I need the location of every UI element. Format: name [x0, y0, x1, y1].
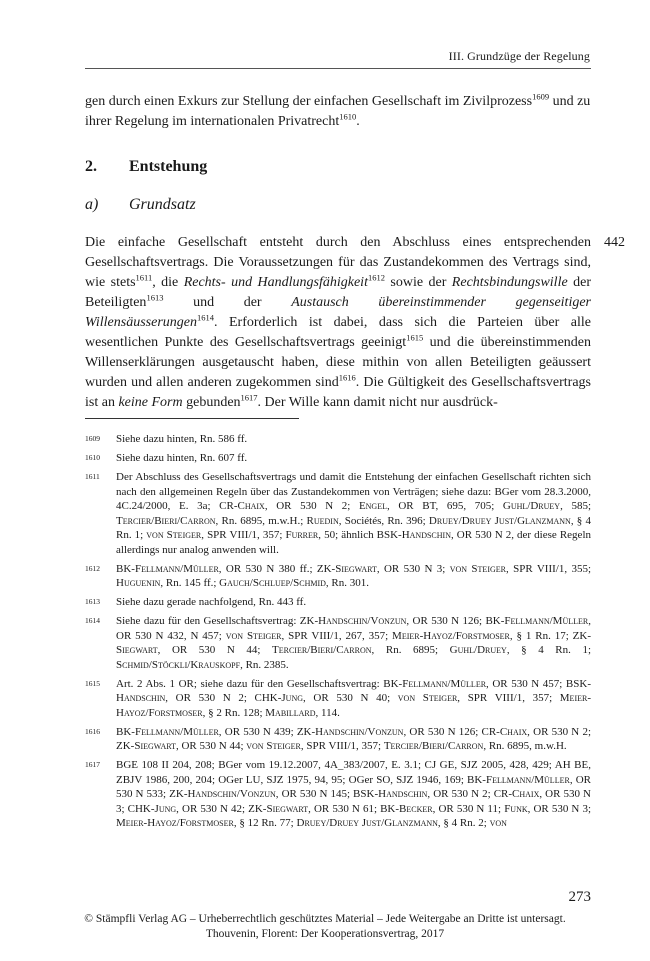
fn-author: von Steiger: [246, 740, 301, 752]
fn-author: Chaix: [499, 725, 528, 738]
fn-author: Tercier/Bieri/Carron: [272, 644, 372, 656]
footnote-text: [116, 562, 591, 591]
section-number: 2.: [85, 158, 97, 175]
fn-author: Furrer: [285, 529, 319, 541]
fn-text: Der Abschluss des Gesellschaftsvertrags und damit die Entstehung der einfachen Gesellschaft richten sich nach den allgemeinen Regeln über das Zustandekommen von Verträgen; siehe dazu: BGer vom 28.3.2000, 4C.24/2000, E. 3a; CR-: [116, 471, 591, 512]
fn-text: Art. 2 Abs. 1 OR; siehe dazu für den Gesellschaftsvertrag: BK-: [116, 677, 403, 690]
para-text: der Beteiligten: [85, 275, 591, 310]
footnote-text: [116, 677, 591, 721]
fn-text: , SPR VIII/1, 357;: [300, 740, 384, 752]
fn-author: Funk: [504, 802, 528, 815]
fn-author: Fellmann/Müller: [485, 773, 570, 786]
footnote-ref[interactable]: 1612: [367, 272, 385, 283]
fn-text: , OR 530 N 11;: [432, 802, 505, 815]
fn-author: Handschin/Vonzun: [187, 788, 276, 800]
intro-paragraph: [85, 92, 591, 132]
fn-text: , OR 530 N 61; BK-: [308, 802, 400, 815]
fn-text: , OR 530 N 44;: [175, 740, 247, 752]
fn-text: , SPR VIII/1, 357;: [201, 529, 286, 541]
footnote: [85, 451, 591, 466]
copyright-line: Thouvenin, Florent: Der Kooperationsvertrag, 2017: [205, 928, 445, 940]
fn-text: , OR 530 N 432, N 457;: [116, 615, 591, 642]
fn-author: Tercier/Bieri/Carron: [116, 514, 216, 527]
footnote-text: Siehe dazu hinten, Rn. 607 ff.: [116, 452, 248, 464]
para-emphasis: keine Form: [118, 395, 183, 410]
fn-text: , Sociétés, Rn. 396;: [338, 514, 429, 527]
main-paragraph: [85, 233, 591, 413]
fn-text: , OR 530 N 126; CR-: [403, 725, 500, 738]
fn-text: , § 4 Rn. 1;: [116, 514, 591, 541]
fn-author: Guhl/Druey: [502, 500, 561, 512]
para-text: Die einfache Gesellschaft entsteht durch den Abschluss eines entsprechenden Gesellschaftsvertrags. Die Voraussetzungen für das Zustandekommen des Vertrags sind, wie stets: [85, 235, 591, 290]
fn-text: , 50; ähnlich BSK-: [318, 529, 402, 541]
footnote-ref[interactable]: 1613: [146, 292, 164, 303]
footnotes: [85, 432, 591, 835]
fn-author: von Steiger: [225, 629, 282, 642]
footnote-ref[interactable]: 1609: [532, 91, 550, 102]
para-emphasis: Rechtsbindungswille: [451, 275, 568, 290]
para-text: , die: [152, 275, 184, 290]
margin-number: 442: [604, 235, 625, 250]
footnote-ref[interactable]: 1614: [197, 312, 214, 323]
fn-author: Tercier/Bieri/Carron: [383, 740, 484, 752]
fn-author: Handschin: [116, 692, 166, 704]
fn-author: Engel: [358, 500, 387, 512]
footnote: [85, 562, 591, 591]
fn-text: BK-: [116, 562, 135, 575]
para-text: und der: [163, 295, 292, 310]
footnote: [85, 470, 591, 557]
fn-text: , OR 530 N 44;: [157, 644, 273, 656]
footnote: [85, 725, 591, 754]
fn-author: von Steiger: [146, 529, 202, 541]
footnote-number: 1609: [85, 434, 100, 443]
footnote-number: 1613: [85, 597, 100, 606]
footnote-ref[interactable]: 1615: [406, 332, 424, 343]
para-emphasis: Rechts- und Handlungsfähigkeit: [183, 275, 368, 290]
fn-text: , OR 530 N 3;: [376, 562, 450, 575]
fn-text: , § 12 Rn. 77;: [233, 817, 297, 829]
footnote: [85, 595, 591, 610]
intro-text: und zu ihrer Regelung im internationalen Privatrecht: [85, 94, 591, 129]
fn-text: , OR 530 N 2; CHK-: [165, 692, 282, 704]
fn-text: , Rn. 145 ff.;: [160, 577, 220, 589]
fn-text: Siehe dazu für den Gesellschaftsvertrag: ZK-: [116, 615, 319, 627]
fn-author: von Steiger: [449, 562, 506, 575]
fn-text: , OR 530 N 2;: [264, 500, 359, 512]
subsection-number: a): [85, 196, 99, 213]
para-emphasis: Austausch übereinstimmender gegenseitiger Willensäusserungen: [85, 295, 591, 330]
page-number: 273: [568, 889, 591, 905]
fn-author: Guhl/Druey: [449, 644, 507, 656]
fn-author: Ruedin: [306, 514, 339, 527]
fn-text: , Rn. 6895;: [371, 644, 450, 656]
footnote-number: 1615: [85, 678, 100, 688]
footnote: [85, 758, 591, 831]
fn-text: , OR 530 N 439; ZK-: [218, 725, 316, 738]
fn-author: Fellmann/Müller: [134, 562, 219, 575]
fn-text: , SPR VIII/1, 357;: [457, 692, 560, 704]
footnote-text: [116, 725, 591, 754]
subsection-heading: [85, 196, 196, 214]
fn-text: , SPR VIII/1, 267, 357;: [281, 629, 393, 642]
footnote-text: Siehe dazu hinten, Rn. 586 ff.: [116, 433, 248, 445]
fn-author: Meier-Hayoz/Forstmoser: [116, 817, 234, 829]
intro-text: .: [356, 114, 360, 129]
fn-text: , OR 530 N 380 ff.; ZK-: [218, 562, 336, 575]
para-text: . Die Gültigkeit des Gesellschaftsvertrags ist an: [85, 375, 591, 410]
fn-author: von Steiger: [397, 692, 458, 704]
fn-author: Handschin: [378, 788, 428, 800]
section-heading: [85, 158, 207, 176]
para-text: sowie der: [384, 275, 452, 290]
footnote-text: [116, 470, 591, 557]
footnote: [85, 432, 591, 447]
fn-text: , OR 530 N 42; ZK-: [176, 802, 267, 815]
footnote-separator: [85, 418, 299, 419]
fn-author: Siegwart: [335, 562, 377, 575]
footnote-text: Siehe dazu gerade nachfolgend, Rn. 443 ff.: [116, 596, 307, 608]
fn-author: Meier-Hayoz/Forstmoser: [116, 692, 591, 719]
para-text: und die übereinstimmenden Willenserklärungen ausgetauscht haben, diese mithin von allen Beteiligten geäussert wurden und allen anderen zugekommen sind: [85, 335, 591, 390]
fn-author: Chaix: [237, 500, 265, 512]
footnote-number: 1616: [85, 726, 100, 736]
fn-text: , 114.: [315, 706, 340, 719]
subsection-title: Grundsatz: [129, 196, 196, 213]
footnote-ref[interactable]: 1611: [135, 272, 153, 283]
footnote-number: 1610: [85, 453, 100, 462]
fn-text: , § 1 Rn. 17; ZK-: [509, 629, 591, 642]
fn-text: , OR 530 N 40;: [303, 692, 398, 704]
fn-text: , § 4 Rn. 2;: [437, 817, 490, 829]
fn-author: Handschin: [401, 529, 451, 541]
fn-author: Schmid/Stöckli/Krauskopf: [116, 658, 241, 671]
footnote-number: 1612: [85, 563, 100, 573]
fn-author: Meier-Hayoz/Forstmoser: [392, 629, 510, 642]
footnote: [85, 677, 591, 721]
footnote-ref[interactable]: 1617: [240, 392, 258, 403]
fn-author: Druey/Druey Just/Glanzmann: [428, 514, 571, 527]
para-text: . Erforderlich ist dabei, dass sich die Parteien über alle wesentlichen Punkte des Gesellschaftsvertrags geeinigt: [85, 315, 591, 350]
para-text: gebunden: [182, 395, 241, 410]
header-rule: [85, 68, 591, 69]
fn-text: , OR 530 N 2; CR-: [427, 788, 513, 800]
fn-text: BK-: [116, 725, 135, 738]
copyright-line: © Stämpfli Verlag AG – Urheberrechtlich geschütztes Material – Jede Weitergabe an Dritte ist untersagt.: [84, 913, 566, 925]
fn-text: , Rn. 2385.: [240, 658, 289, 671]
footnote-text: [116, 614, 591, 672]
fn-author: Fellmann/Müller: [402, 677, 487, 690]
fn-author: Siegwart: [266, 802, 309, 815]
fn-author: Gauch/Schluep/Schmid: [219, 577, 326, 589]
fn-author: Jung: [154, 802, 177, 815]
fn-text: , SPR VIII/1, 355;: [506, 562, 592, 575]
fn-author: Mabillard: [265, 706, 316, 719]
fn-text: , OR 530 N 126; BK-: [406, 615, 505, 627]
fn-author: Fellmann/Müller: [504, 615, 589, 627]
fn-text: , Rn. 301.: [325, 577, 370, 589]
fn-author: Jung: [281, 692, 304, 704]
fn-text: , OR 530 N 3; CHK-: [116, 788, 592, 815]
fn-text: , § 4 Rn. 1;: [506, 644, 591, 656]
footnote-ref[interactable]: 1616: [338, 372, 356, 383]
fn-text: , OR 530 N 3;: [527, 802, 592, 815]
footnote-number: 1614: [85, 616, 100, 625]
fn-author: Druey/Druey Just/Glanzmann: [296, 817, 438, 829]
fn-text: , Rn. 6895, m.w.H.: [483, 740, 567, 752]
fn-text: , OR 530 N 145; BSK-: [275, 788, 379, 800]
fn-author: Fellmann/Müller: [134, 725, 219, 738]
fn-text: BGE 108 II 204, 208; BGer vom 19.12.2007, 4A_383/2007, E. 3.1; CJ GE, SJZ 2005, 428, 429; AH BE, ZBJV 1986, 200, 204; OGer LU, SJZ 1975, 94, 95; OGer SO, SJZ 1946, 169; BK-: [116, 759, 591, 786]
footnote-number: 1611: [85, 472, 100, 481]
fn-text: , OR 530 N 457; BSK-: [486, 677, 591, 690]
running-head: III. Grundzüge der Regelung: [448, 49, 590, 63]
fn-author: Handschin/Vonzun: [315, 725, 404, 738]
section-title: Entstehung: [129, 158, 208, 175]
footnote-ref[interactable]: 1610: [339, 111, 357, 122]
intro-text: gen durch einen Exkurs zur Stellung der einfachen Gesellschaft im Zivilprozess: [85, 94, 533, 109]
fn-text: , 585;: [560, 500, 591, 512]
copyright-notice: [0, 912, 650, 942]
para-text: . Der Wille kann damit nicht nur ausdrück-: [257, 395, 498, 410]
fn-author: Huguenin: [116, 577, 161, 589]
fn-author: von: [489, 817, 507, 829]
footnote-text: [116, 758, 591, 831]
fn-text: , OR 530 N 2; ZK-: [116, 725, 592, 752]
fn-text: , OR 530 N 2, der diese Regeln allerdings nur analog anwenden will.: [116, 529, 591, 556]
fn-text: , OR BT, 695, 705;: [387, 500, 503, 512]
fn-author: Becker: [399, 802, 433, 815]
footnote: [85, 614, 591, 672]
footnote-number: 1617: [85, 760, 100, 769]
fn-author: Siegwart: [134, 740, 176, 752]
fn-text: , § 2 Rn. 128;: [202, 706, 266, 719]
fn-author: Siegwart: [116, 644, 158, 656]
fn-author: Chaix: [512, 788, 540, 800]
fn-text: , Rn. 6895, m.w.H.;: [215, 514, 307, 527]
fn-author: Handschin/Vonzun: [318, 615, 407, 627]
fn-text: , OR 530 N 533; ZK-: [116, 773, 591, 800]
